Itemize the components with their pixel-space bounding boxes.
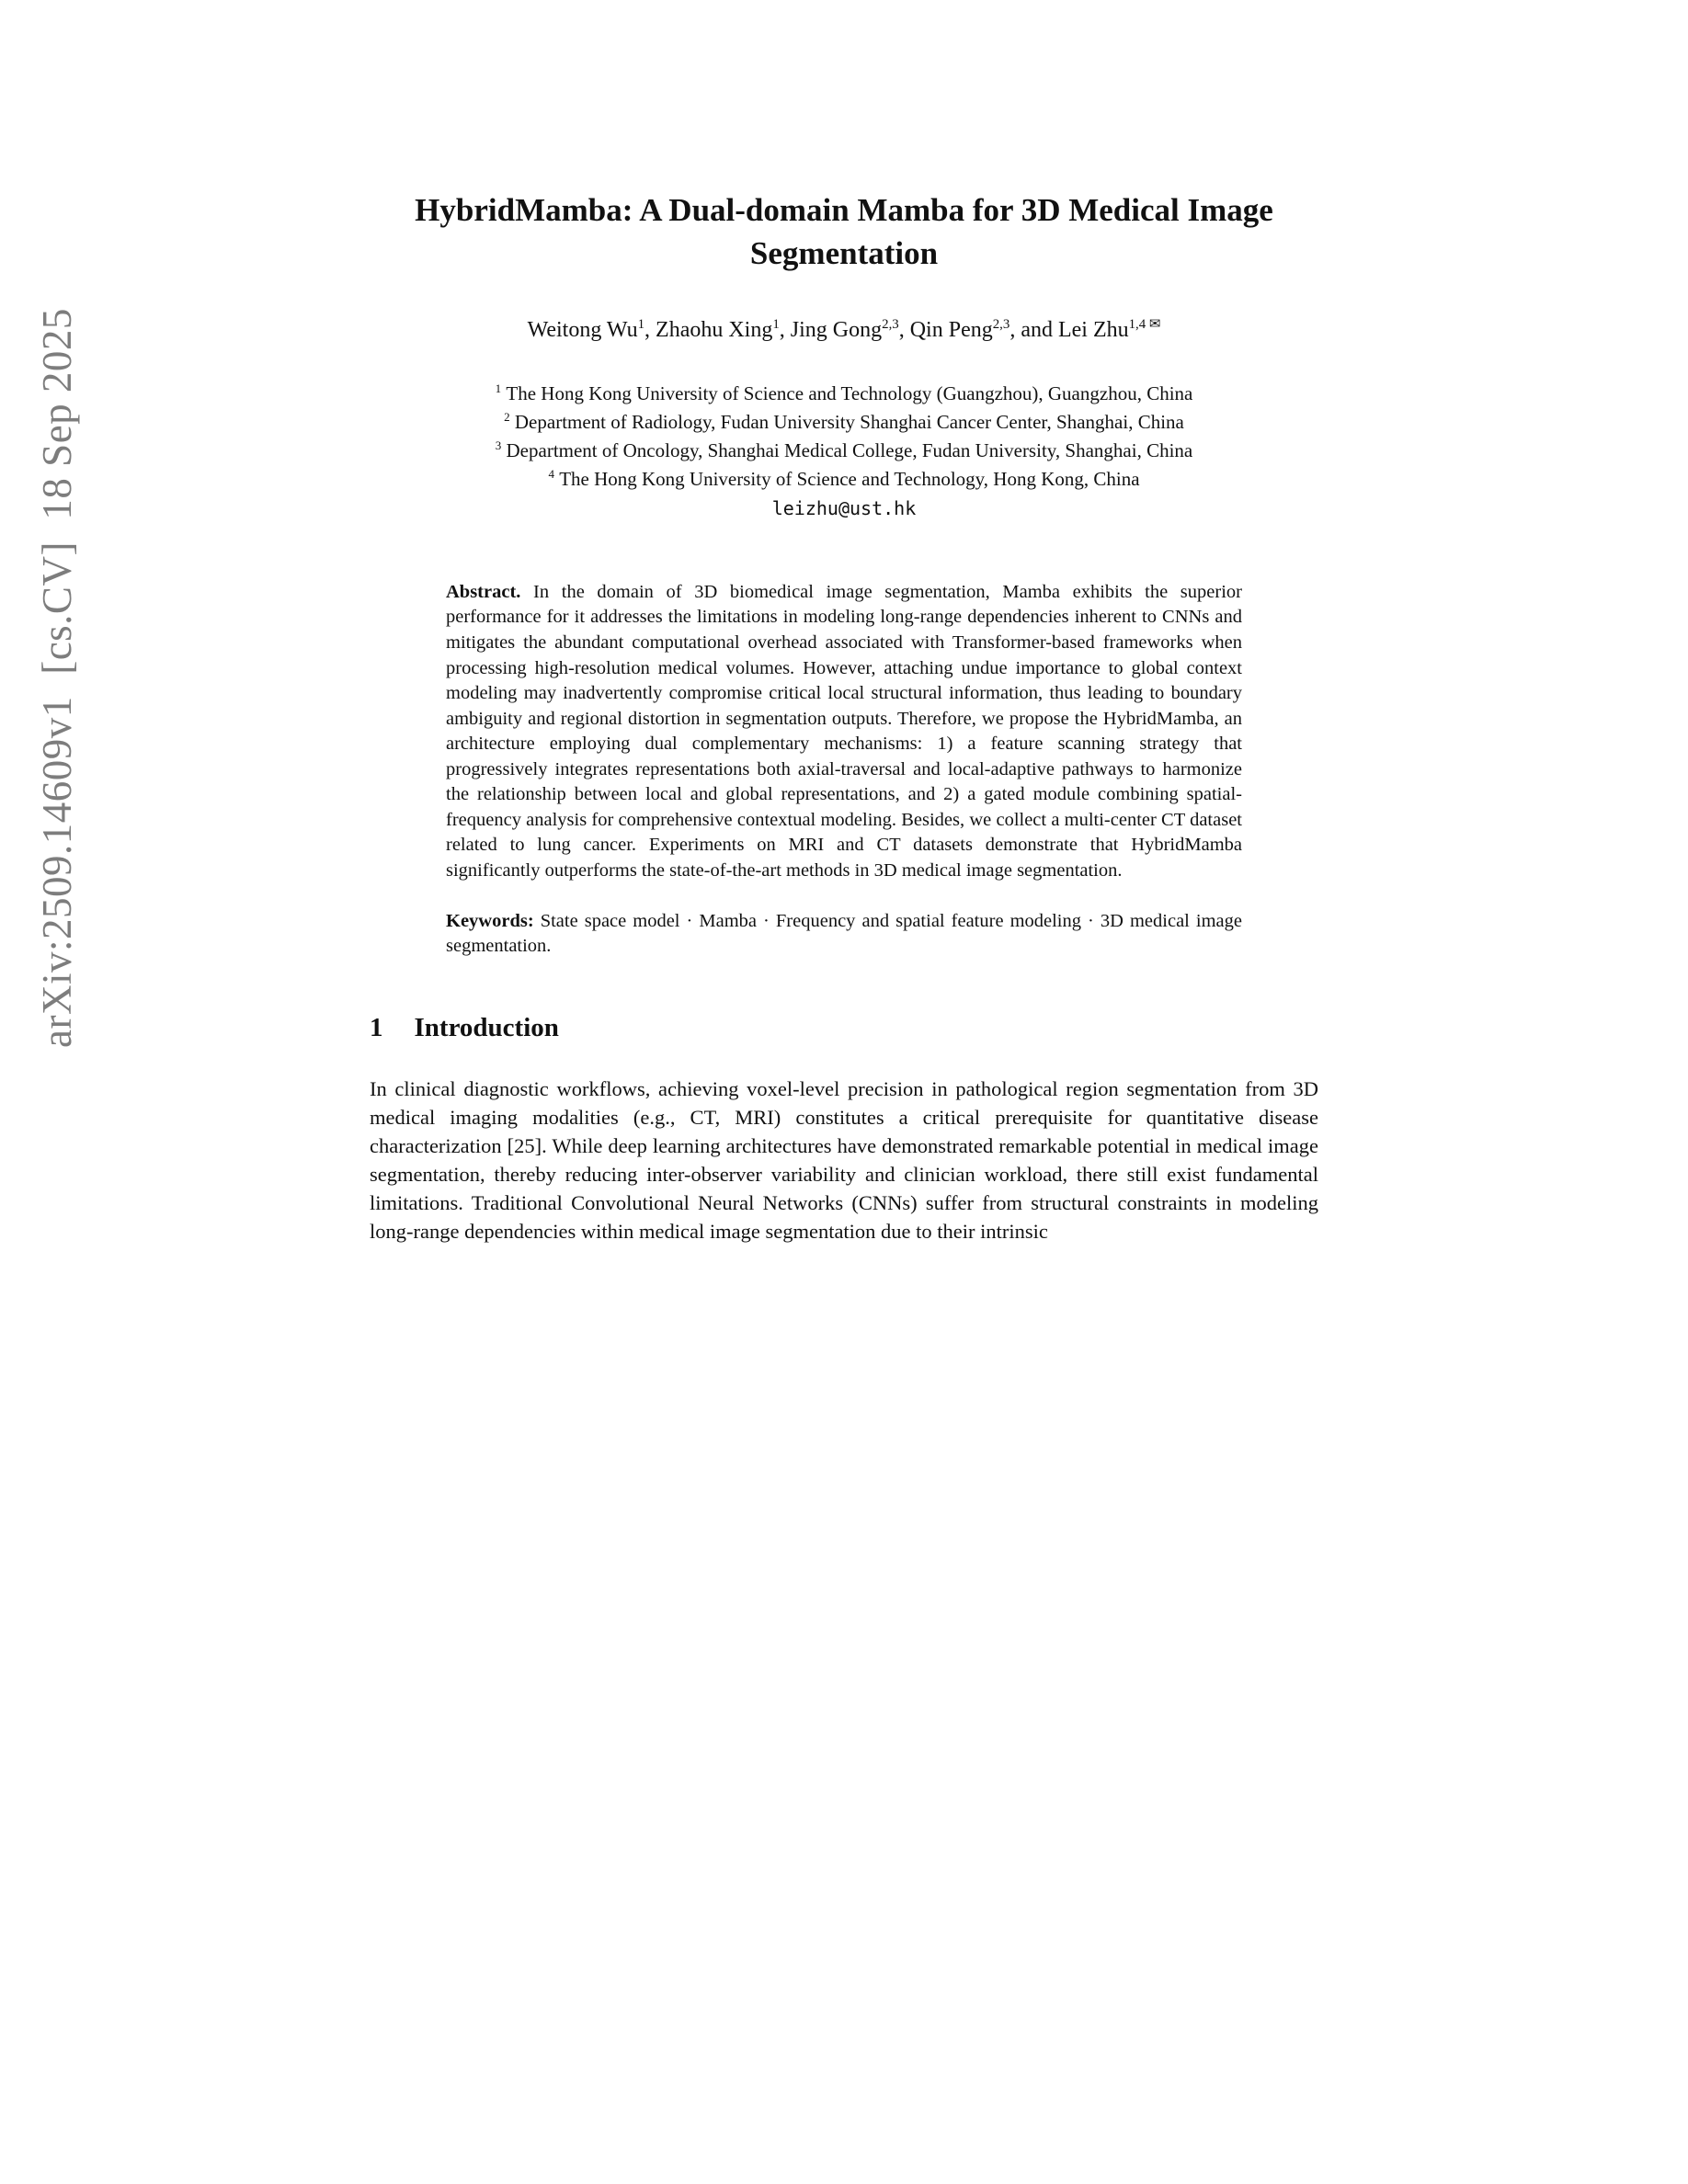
author-affiliation-marker: 2,3 — [882, 316, 899, 332]
intro-paragraph: In clinical diagnostic workflows, achieving voxel-level precision in pathological region segmentation from 3D medical imaging modalities (e.g., CT, MRI) constitutes a critical prerequisite for quantitative disease characterization [25]. While deep learning architectures have demonstrated remarkable potential in medical image segmentation, thereby reducing inter-observer variability and clinician workload, there still exist fundamental limitations. Traditional Convolutional Neural Networks (CNNs) suffer from structural constraints in modeling long-range dependencies within medical image segmentation due to their intrinsic — [370, 1076, 1318, 1244]
paper-title: HybridMamba: A Dual-domain Mamba for 3D Medical Image Segmentation — [415, 192, 1273, 272]
contact-email: leizhu@ust.hk — [771, 496, 917, 519]
abstract — [446, 580, 1242, 884]
keywords-label: Keywords: — [446, 910, 534, 931]
affiliation-number: 4 — [548, 466, 554, 481]
affiliations — [370, 380, 1318, 494]
author-name: Zhaohu Xing$^1$ — [656, 316, 780, 342]
paper-content — [370, 0, 1318, 1246]
section-number: 1 — [370, 1012, 383, 1042]
author-affiliation-marker: 1,4 ✉ — [1128, 316, 1161, 332]
affiliation-number: 3 — [495, 438, 502, 452]
author-affiliation-marker: 1 — [772, 316, 780, 332]
affiliation-line: $^1$ The Hong Kong University of Science and Technology (Guangzhou), Guangzhou, China — [495, 381, 1193, 404]
author-line: Weitong Wu$^1$, Zhaohu Xing$^1$, Jing Gong$^{2,3}$, Qin Peng$^{2,3}$, and Lei Zhu$^{1,4 ✉}$ — [527, 316, 1161, 342]
author-affiliation-marker: 2,3 — [992, 316, 1010, 332]
author-name: Lei Zhu$^{1,4 ✉}$ — [1057, 316, 1161, 342]
affiliation-line: $^3$ Department of Oncology, Shanghai Medical College, Fudan University, Shanghai, China — [495, 438, 1193, 461]
author-name: Jing Gong$^{2,3}$ — [790, 316, 899, 342]
affiliation-number: 2 — [504, 409, 510, 424]
author-name: Weitong Wu$^1$ — [527, 316, 645, 342]
affiliation-line: $^2$ Department of Radiology, Fudan University Shanghai Cancer Center, Shanghai, China — [504, 409, 1184, 433]
affiliation-line: $^4$ The Hong Kong University of Science and Technology, Hong Kong, China — [548, 466, 1140, 490]
section-heading-introduction — [370, 1013, 1318, 1043]
section-title: Introduction — [414, 1012, 559, 1042]
arxiv-watermark: arXiv:2509.14609v1 [cs.CV] 18 Sep 2025 — [34, 308, 80, 1048]
abstract-text: In the domain of 3D biomedical image segmentation, Mamba exhibits the superior performance for it addresses the limitations in modeling long-range dependencies inherent to CNNs and mitigates the abundant computational overhead associated with Transformer-based frameworks when processing high-resolution medical volumes. However, attaching undue importance to global context modeling may inadvertently compromise critical local structural information, thus leading to boundary ambiguity and regional distortion in segmentation outputs. Therefore, we propose the HybridMamba, an architecture employing dual complementary mechanisms: 1) a feature scanning strategy that progressively integrates representations both axial-traversal and local-adaptive pathways to harmonize the relationship between local and global representations, and 2) a gated module combining spatial-frequency analysis for comprehensive contextual modeling. Besides, we collect a multi-center CT dataset related to lung cancer. Experiments on MRI and CT datasets demonstrate that HybridMamba significantly outperforms the state-of-the-art methods in 3D medical image segmentation. — [446, 581, 1242, 881]
author-name: Qin Peng$^{2,3}$ — [909, 316, 1010, 342]
abstract-label: Abstract. — [446, 581, 521, 602]
keywords — [446, 909, 1242, 960]
affiliation-number: 1 — [495, 381, 502, 395]
author-affiliation-marker: 1 — [637, 316, 645, 332]
keywords-text: State space model · Mamba · Frequency and spatial feature modeling · 3D medical image segmentation. — [446, 910, 1242, 957]
